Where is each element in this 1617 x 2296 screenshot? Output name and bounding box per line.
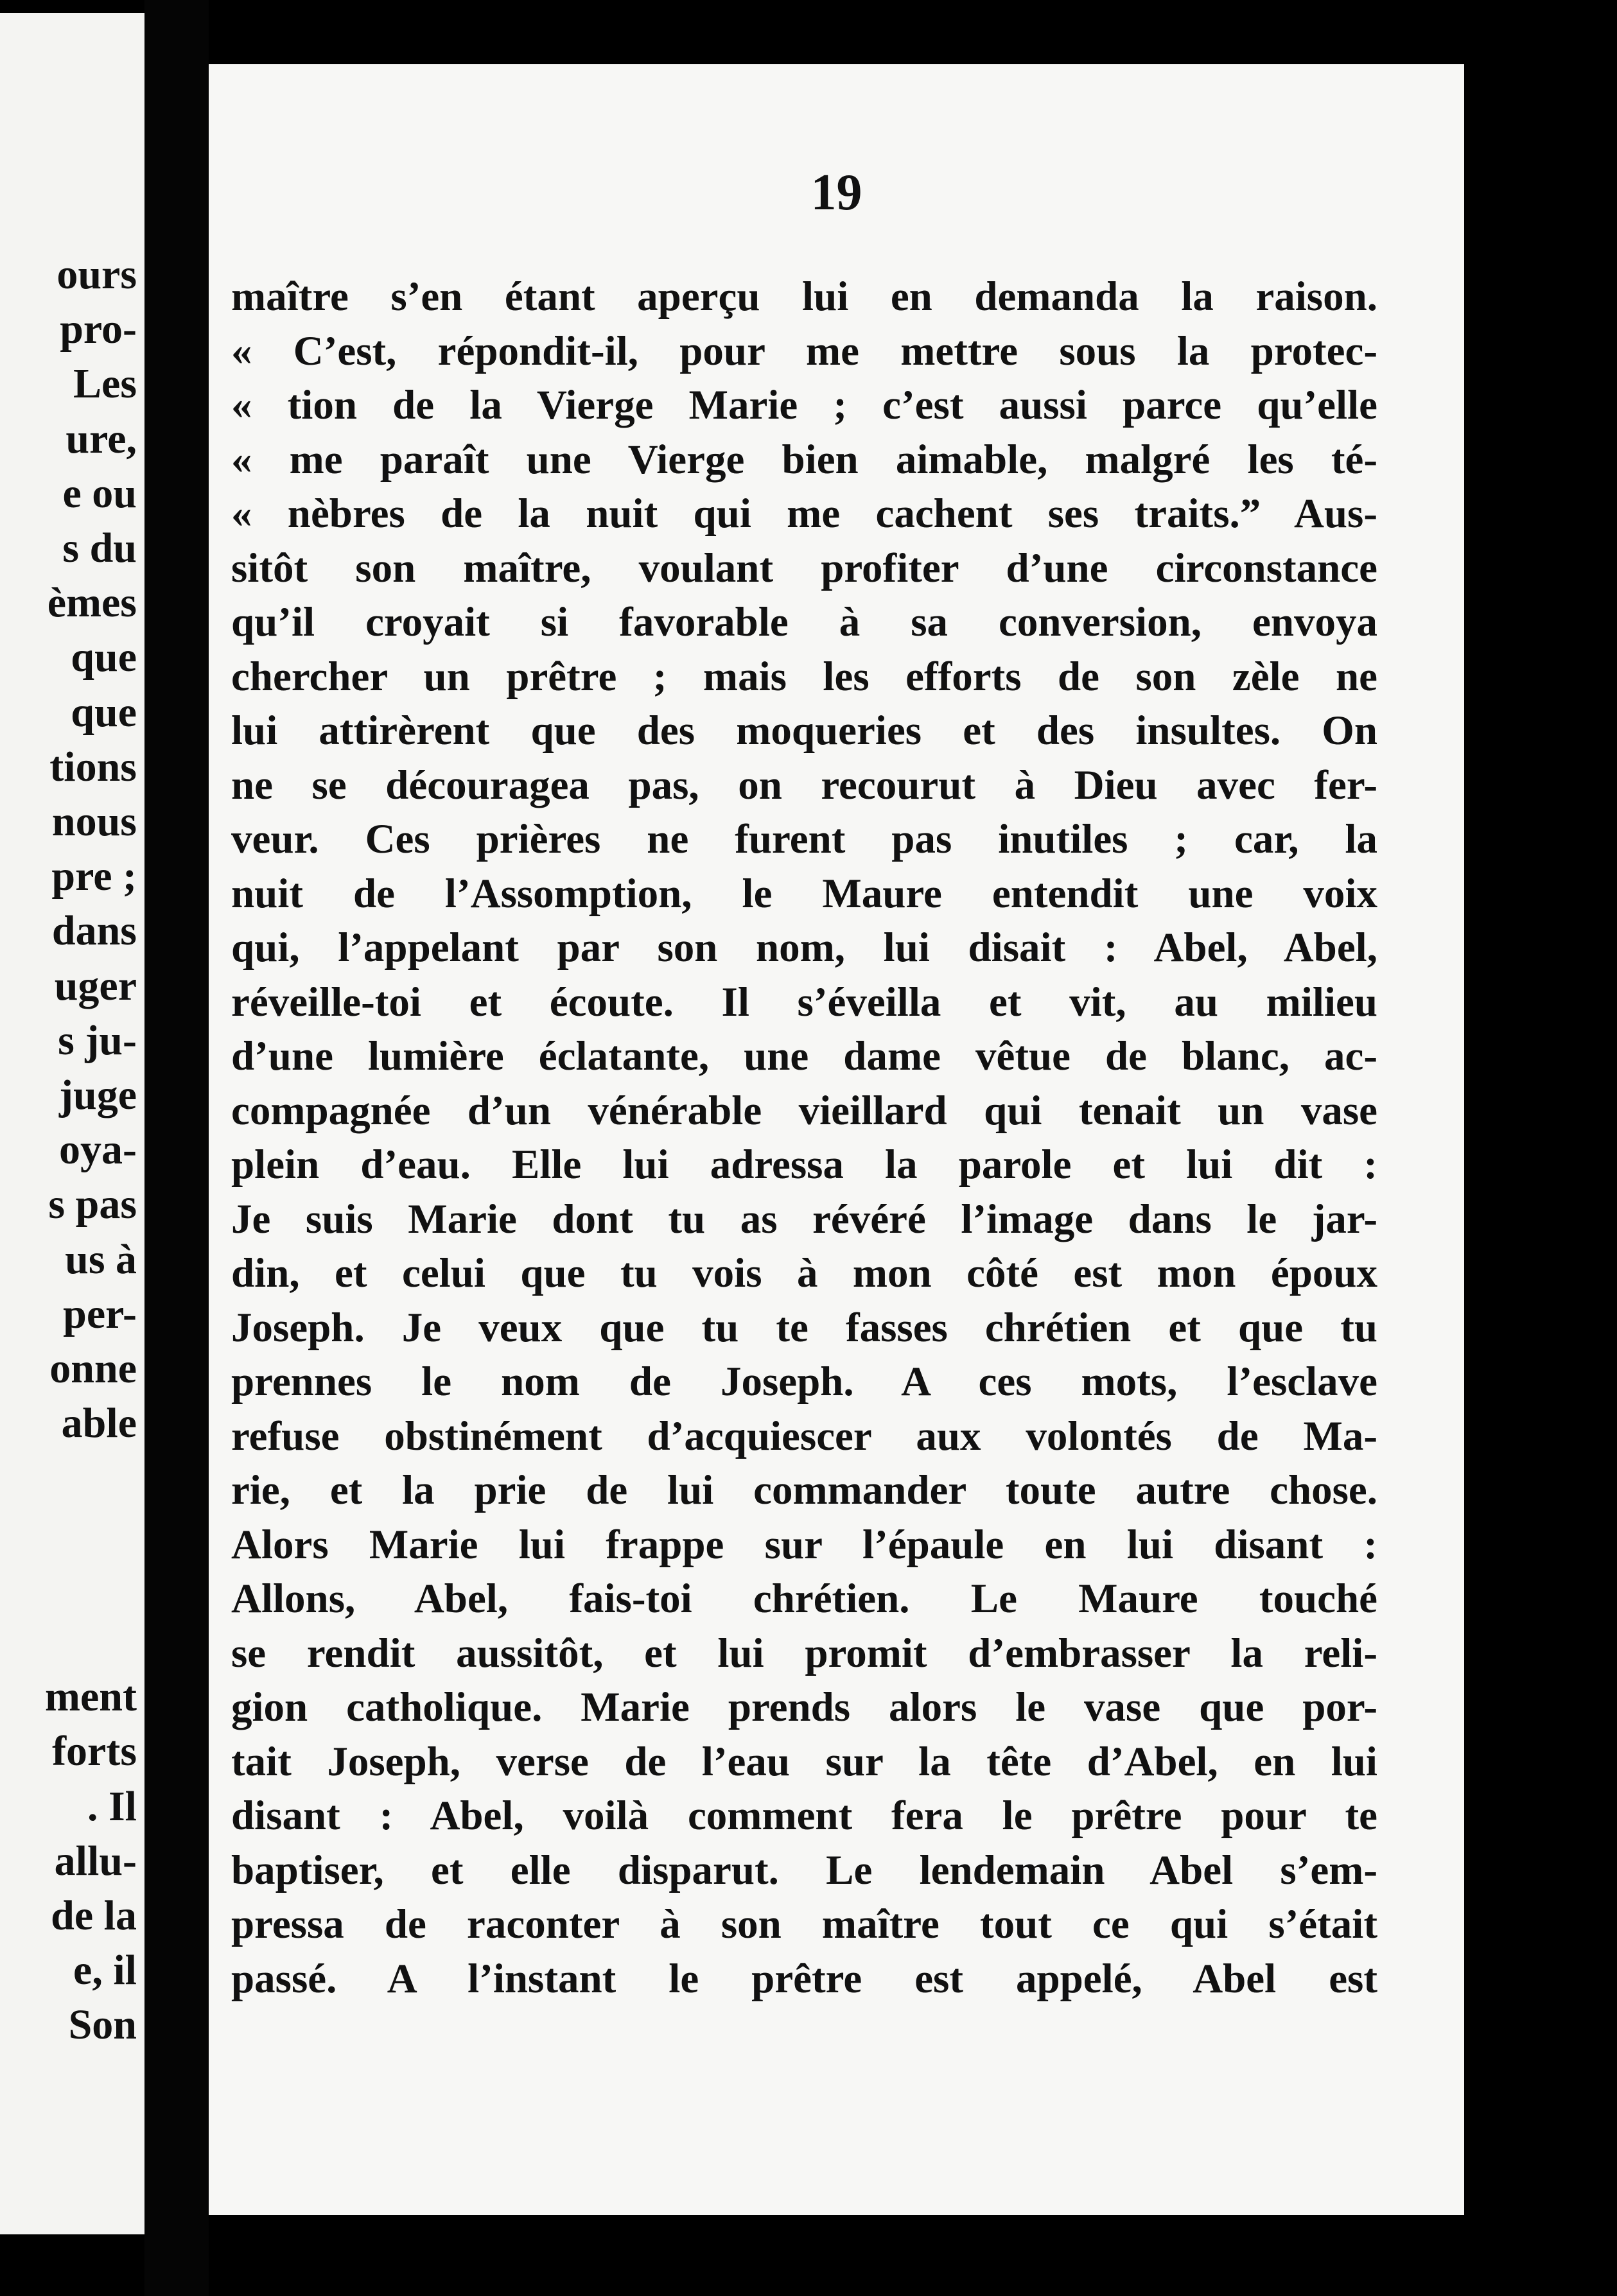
previous-page-line-fragment: pre ; bbox=[51, 853, 137, 900]
previous-page-line-fragment: Les bbox=[73, 360, 137, 408]
previous-page-line-fragment: onne bbox=[49, 1345, 137, 1392]
text-line: passé. A l’instant le prêtre est appelé, Abel est bbox=[231, 1955, 1377, 2002]
previous-page-line-fragment: ure, bbox=[66, 415, 137, 462]
previous-page-line-fragment: e, il bbox=[73, 1947, 137, 1994]
text-line: refuse obstinément d’acquiescer aux volontés de Ma- bbox=[231, 1413, 1377, 1459]
previous-page-fragment bbox=[0, 13, 144, 2234]
text-line: gion catholique. Marie prends alors le vase que por- bbox=[231, 1684, 1377, 1730]
page-number: 19 bbox=[810, 164, 862, 221]
text-line: prennes le nom de Joseph. A ces mots, l’esclave bbox=[231, 1359, 1377, 1405]
previous-page-line-fragment: per- bbox=[63, 1290, 137, 1337]
previous-page-line-fragment: tions bbox=[49, 743, 137, 790]
text-line: d’une lumière éclatante, une dame vêtue de blanc, ac- bbox=[231, 1033, 1377, 1079]
book-gutter bbox=[144, 0, 209, 2296]
text-line: Alors Marie lui frappe sur l’épaule en lui disant : bbox=[231, 1521, 1377, 1568]
previous-page-line-fragment: pro- bbox=[60, 306, 137, 353]
previous-page-line-fragment: s ju- bbox=[58, 1016, 137, 1064]
previous-page-line-fragment: nous bbox=[51, 798, 137, 845]
text-line: lui attirèrent que des moqueries et des insultes. On bbox=[231, 708, 1377, 754]
text-line: chercher un prêtre ; mais les efforts de son zèle ne bbox=[231, 653, 1377, 700]
text-line: Allons, Abel, fais-toi chrétien. Le Maure touché bbox=[231, 1576, 1377, 1622]
page-body-text bbox=[231, 270, 1377, 2006]
previous-page-line-fragment: s du bbox=[62, 525, 137, 571]
text-line: sitôt son maître, voulant profiter d’une circonstance bbox=[231, 544, 1377, 591]
text-line: rie, et la prie de lui commander toute autre chose. bbox=[231, 1467, 1377, 1513]
text-line: réveille-toi et écoute. Il s’éveilla et vit, au milieu bbox=[231, 978, 1377, 1025]
previous-page-line-fragment: e ou bbox=[62, 469, 137, 517]
previous-page-line-fragment: que bbox=[71, 688, 137, 736]
text-line: tait Joseph, verse de l’eau sur la tête d’Abel, en lui bbox=[231, 1738, 1377, 1785]
text-line: maître s’en étant aperçu lui en demanda la raison. bbox=[231, 274, 1377, 320]
text-line: veur. Ces prières ne furent pas inutiles ; car, la bbox=[231, 816, 1377, 862]
text-line: qu’il croyait si favorable à sa conversion, envoya bbox=[231, 599, 1377, 645]
previous-page-line-fragment: oya- bbox=[59, 1126, 137, 1174]
previous-page-line-fragment: forts bbox=[52, 1728, 137, 1775]
text-line: « nèbres de la nuit qui me cachent ses traits.” Aus- bbox=[231, 491, 1377, 537]
text-line: baptiser, et elle disparut. Le lendemain Abel s’em- bbox=[231, 1847, 1377, 1893]
previous-page-line-fragment: ours bbox=[57, 251, 137, 298]
text-line: pressa de raconter à son maître tout ce qui s’était bbox=[231, 1901, 1377, 1947]
previous-page-line-fragment: allu- bbox=[54, 1837, 137, 1884]
text-line: Joseph. Je veux que tu te fasses chrétien et que tu bbox=[231, 1304, 1377, 1351]
previous-page-line-fragment: Son bbox=[68, 2001, 137, 2049]
text-line: din, et celui que tu vois à mon côté est mon époux bbox=[231, 1250, 1377, 1296]
text-line: « C’est, répondit-il, pour me mettre sous la protec- bbox=[231, 327, 1377, 374]
text-line: « tion de la Vierge Marie ; c’est aussi parce qu’elle bbox=[231, 382, 1377, 428]
text-line: disant : Abel, voilà comment fera le prêtre pour te bbox=[231, 1793, 1377, 1839]
previous-page-line-fragment: ment bbox=[45, 1673, 137, 1721]
previous-page-line-fragment: us à bbox=[65, 1235, 137, 1283]
previous-page-line-fragment: uger bbox=[54, 962, 137, 1009]
previous-page-line-fragment: dans bbox=[51, 907, 137, 955]
previous-page-line-fragment: . Il bbox=[87, 1782, 137, 1830]
previous-page-line-fragment: s pas bbox=[48, 1181, 137, 1228]
scan-border bbox=[1464, 0, 1617, 2296]
text-line: Je suis Marie dont tu as révéré l’image dans le jar- bbox=[231, 1196, 1377, 1242]
text-line: compagnée d’un vénérable vieillard qui tenait un vase bbox=[231, 1087, 1377, 1134]
previous-page-line-fragment: que bbox=[71, 634, 137, 681]
text-line: plein d’eau. Elle lui adressa la parole et lui dit : bbox=[231, 1142, 1377, 1188]
book-page bbox=[209, 64, 1464, 2215]
previous-page-line-fragment: de la bbox=[51, 1892, 137, 1939]
text-line: « me paraît une Vierge bien aimable, malgré les té- bbox=[231, 436, 1377, 483]
text-line: nuit de l’Assomption, le Maure entendit une voix bbox=[231, 870, 1377, 917]
text-line: se rendit aussitôt, et lui promit d’embrasser la reli- bbox=[231, 1630, 1377, 1676]
text-line: ne se découragea pas, on recourut à Dieu avec fer- bbox=[231, 761, 1377, 808]
previous-page-line-fragment: juge bbox=[59, 1072, 137, 1118]
previous-page-line-fragment: able bbox=[61, 1400, 137, 1447]
previous-page-line-fragment: èmes bbox=[47, 579, 137, 627]
text-line: qui, l’appelant par son nom, lui disait : Abel, Abel, bbox=[231, 925, 1377, 971]
